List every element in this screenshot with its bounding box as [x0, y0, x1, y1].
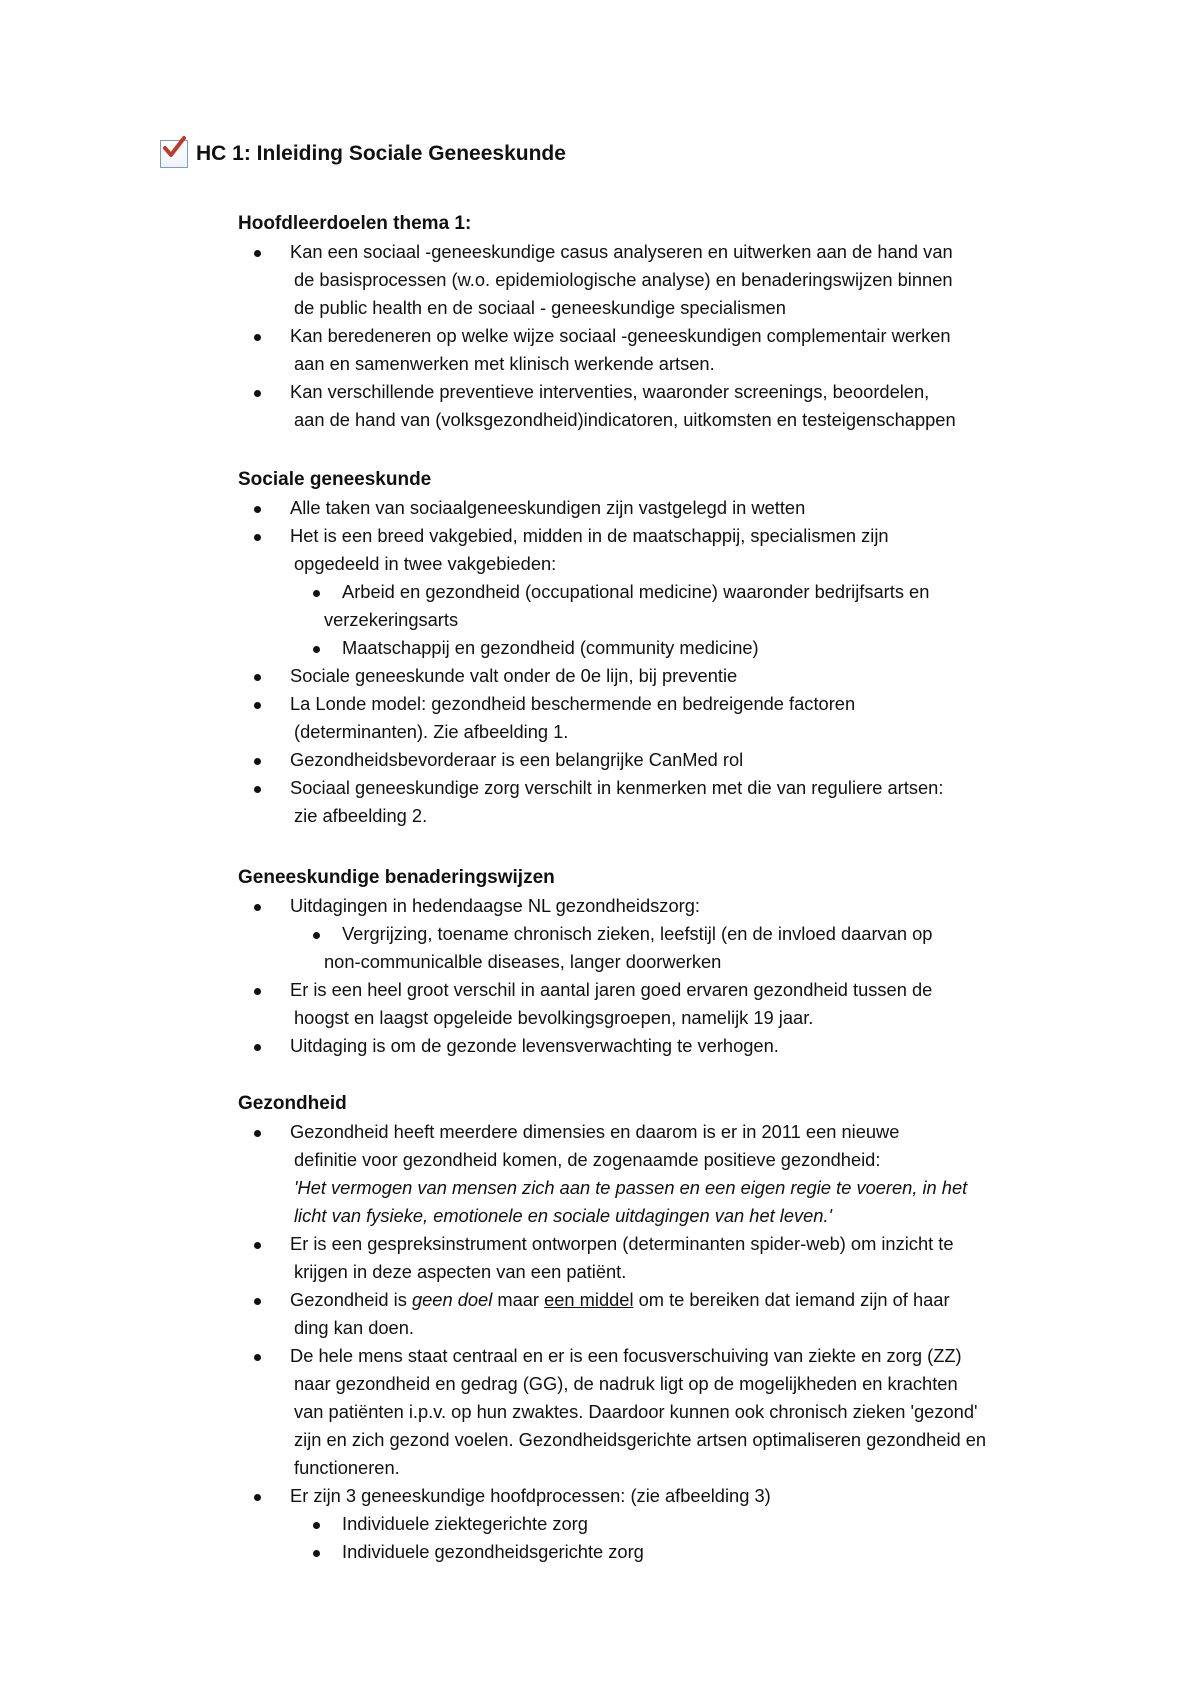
list-item — [238, 378, 1098, 434]
list-item — [238, 976, 1098, 1032]
bullet-icon — [254, 702, 261, 709]
section-heading: Sociale geneeskunde — [238, 469, 432, 490]
list-item-text: functioneren. — [294, 1457, 400, 1478]
list-item — [238, 746, 1098, 774]
bullet-icon — [254, 1298, 261, 1305]
list-item-text: Uitdaging is om de gezonde levensverwachting te verhogen. — [290, 1035, 779, 1056]
section-heading: Hoofdleerdoelen thema 1: — [238, 213, 472, 234]
sub-list-item — [238, 1538, 1098, 1566]
bullet-list — [238, 1118, 1098, 1566]
list-item-text: Het is een breed vakgebied, midden in de maatschappij, specialismen zijn — [290, 525, 889, 546]
list-item-text: Individuele gezondheidsgerichte zorg — [342, 1541, 644, 1562]
list-item-text: van patiënten i.p.v. op hun zwaktes. Daardoor kunnen ook chronisch zieken 'gezond' — [294, 1401, 978, 1422]
section-heading: Gezondheid — [238, 1093, 347, 1114]
list-item — [238, 1118, 1098, 1230]
title-row — [160, 140, 566, 168]
bullet-icon — [254, 506, 261, 513]
list-item — [238, 238, 1098, 322]
list-item — [238, 892, 1098, 920]
list-item-text: zijn en zich gezond voelen. Gezondheidsgerichte artsen optimaliseren gezondheid en — [294, 1429, 987, 1450]
list-item — [238, 1230, 1098, 1286]
section-gezondheid — [238, 1090, 1098, 1566]
list-item-text: Sociale geneeskunde valt onder de 0e lijn, bij preventie — [290, 665, 738, 686]
bullet-icon — [313, 1550, 320, 1557]
list-item — [238, 690, 1098, 746]
bullet-list — [238, 494, 1098, 830]
list-item-text: Individuele ziektegerichte zorg — [342, 1513, 588, 1534]
checkbox-checked-icon — [160, 140, 188, 168]
list-item — [238, 494, 1098, 522]
list-item-text: Kan een sociaal -geneeskundige casus analyseren en uitwerken aan de hand van — [290, 241, 953, 262]
emphasis-text: geen doel — [411, 1289, 493, 1310]
section-sociale-geneeskunde — [238, 466, 1098, 830]
bullet-icon — [313, 646, 320, 653]
bullet-icon — [254, 1044, 261, 1051]
list-item-text: Kan beredeneren op welke wijze sociaal -geneeskundigen complementair werken — [290, 325, 951, 346]
bullet-icon — [254, 1130, 261, 1137]
bullet-icon — [254, 334, 261, 341]
list-item-text: Kan verschillende preventieve interventies, waaronder screenings, beoordelen, — [290, 381, 930, 402]
list-item-text: Maatschappij en gezondheid (community medicine) — [342, 637, 759, 658]
list-item — [238, 322, 1098, 378]
document-title: HC 1: Inleiding Sociale Geneeskunde — [196, 142, 566, 165]
section-heading: Geneeskundige benaderingswijzen — [238, 867, 555, 888]
list-item-text: Gezondheid heeft meerdere dimensies en daarom is er in 2011 een nieuwe — [290, 1121, 900, 1142]
list-item-text: Gezondheid is — [290, 1289, 412, 1310]
bullet-icon — [313, 1522, 320, 1529]
list-item — [238, 1032, 1098, 1060]
bullet-icon — [254, 674, 261, 681]
list-item — [238, 1482, 1098, 1510]
list-item-text: Er is een heel groot verschil in aantal jaren goed ervaren gezondheid tussen de — [290, 979, 933, 1000]
bullet-icon — [254, 904, 261, 911]
sub-list-item — [238, 578, 1098, 634]
list-item — [238, 522, 1098, 578]
list-item-text: de basisprocessen (w.o. epidemiologische analyse) en benaderingswijzen binnen — [294, 269, 953, 290]
list-item-text: aan en samenwerken met klinisch werkende artsen. — [294, 353, 715, 374]
list-item-text: hoogst en laagst opgeleide bevolkingsgroepen, namelijk 19 jaar. — [294, 1007, 814, 1028]
section-leerdoelen — [238, 210, 1098, 434]
definition-quote: 'Het vermogen van mensen zich aan te passen en een eigen regie te voeren, in het — [294, 1177, 968, 1198]
list-item-text: La Londe model: gezondheid beschermende en bedreigende factoren — [290, 693, 856, 714]
list-item-text: zie afbeelding 2. — [294, 805, 428, 826]
list-item-text: om te bereiken dat iemand zijn of haar — [633, 1289, 950, 1310]
list-item-text: verzekeringsarts — [324, 609, 459, 630]
list-item-text: krijgen in deze aspecten van een patiënt. — [294, 1261, 627, 1282]
list-item-text: maar — [492, 1289, 545, 1310]
bullet-list — [238, 892, 1098, 1060]
bullet-icon — [313, 590, 320, 597]
bullet-icon — [254, 786, 261, 793]
list-item-text: de public health en de sociaal - geneeskundige specialismen — [294, 297, 786, 318]
list-item-text: (determinanten). Zie afbeelding 1. — [294, 721, 569, 742]
bullet-icon — [254, 988, 261, 995]
list-item-text: ding kan doen. — [294, 1317, 414, 1338]
list-item-text: Vergrijzing, toename chronisch zieken, leefstijl (en de invloed daarvan op — [342, 923, 933, 944]
list-item-text: Er is een gespreksinstrument ontworpen (determinanten spider-web) om inzicht te — [290, 1233, 954, 1254]
bullet-icon — [254, 1494, 261, 1501]
bullet-icon — [254, 758, 261, 765]
bullet-icon — [254, 390, 261, 397]
bullet-icon — [254, 1242, 261, 1249]
list-item — [238, 1286, 1098, 1342]
list-item-text: Alle taken van sociaalgeneeskundigen zijn vastgelegd in wetten — [290, 497, 806, 518]
bullet-icon — [254, 250, 261, 257]
underlined-text: een middel — [544, 1289, 634, 1310]
bullet-icon — [254, 534, 261, 541]
bullet-icon — [313, 932, 320, 939]
list-item — [238, 774, 1098, 830]
list-item-text: opgedeeld in twee vakgebieden: — [294, 553, 557, 574]
bullet-icon — [254, 1354, 261, 1361]
sub-list-item — [238, 920, 1098, 976]
sub-list-item — [238, 634, 1098, 662]
list-item — [238, 1342, 1098, 1482]
list-item — [238, 662, 1098, 690]
list-item-text: definitie voor gezondheid komen, de zogenaamde positieve gezondheid: — [294, 1149, 881, 1170]
list-item-text: Sociaal geneeskundige zorg verschilt in kenmerken met die van reguliere artsen: — [290, 777, 944, 798]
list-item-text: Arbeid en gezondheid (occupational medicine) waaronder bedrijfsarts en — [342, 581, 930, 602]
list-item-text: De hele mens staat centraal en er is een focusverschuiving van ziekte en zorg (ZZ) — [290, 1345, 962, 1366]
list-item-text: non-communicalble diseases, langer doorwerken — [324, 951, 722, 972]
bullet-list — [238, 238, 1098, 434]
list-item-text: naar gezondheid en gedrag (GG), de nadruk ligt op de mogelijkheden en krachten — [294, 1373, 958, 1394]
list-item-text: Gezondheidsbevorderaar is een belangrijke CanMed rol — [290, 749, 744, 770]
list-item-text: aan de hand van (volksgezondheid)indicatoren, uitkomsten en testeigenschappen — [294, 409, 956, 430]
list-item-text: Er zijn 3 geneeskundige hoofdprocessen: (zie afbeelding 3) — [290, 1485, 771, 1506]
sub-list-item — [238, 1510, 1098, 1538]
list-item-text: Uitdagingen in hedendaagse NL gezondheidszorg: — [290, 895, 700, 916]
section-benaderingswijzen — [238, 864, 1098, 1060]
definition-quote: licht van fysieke, emotionele en sociale uitdagingen van het leven.' — [294, 1205, 833, 1226]
